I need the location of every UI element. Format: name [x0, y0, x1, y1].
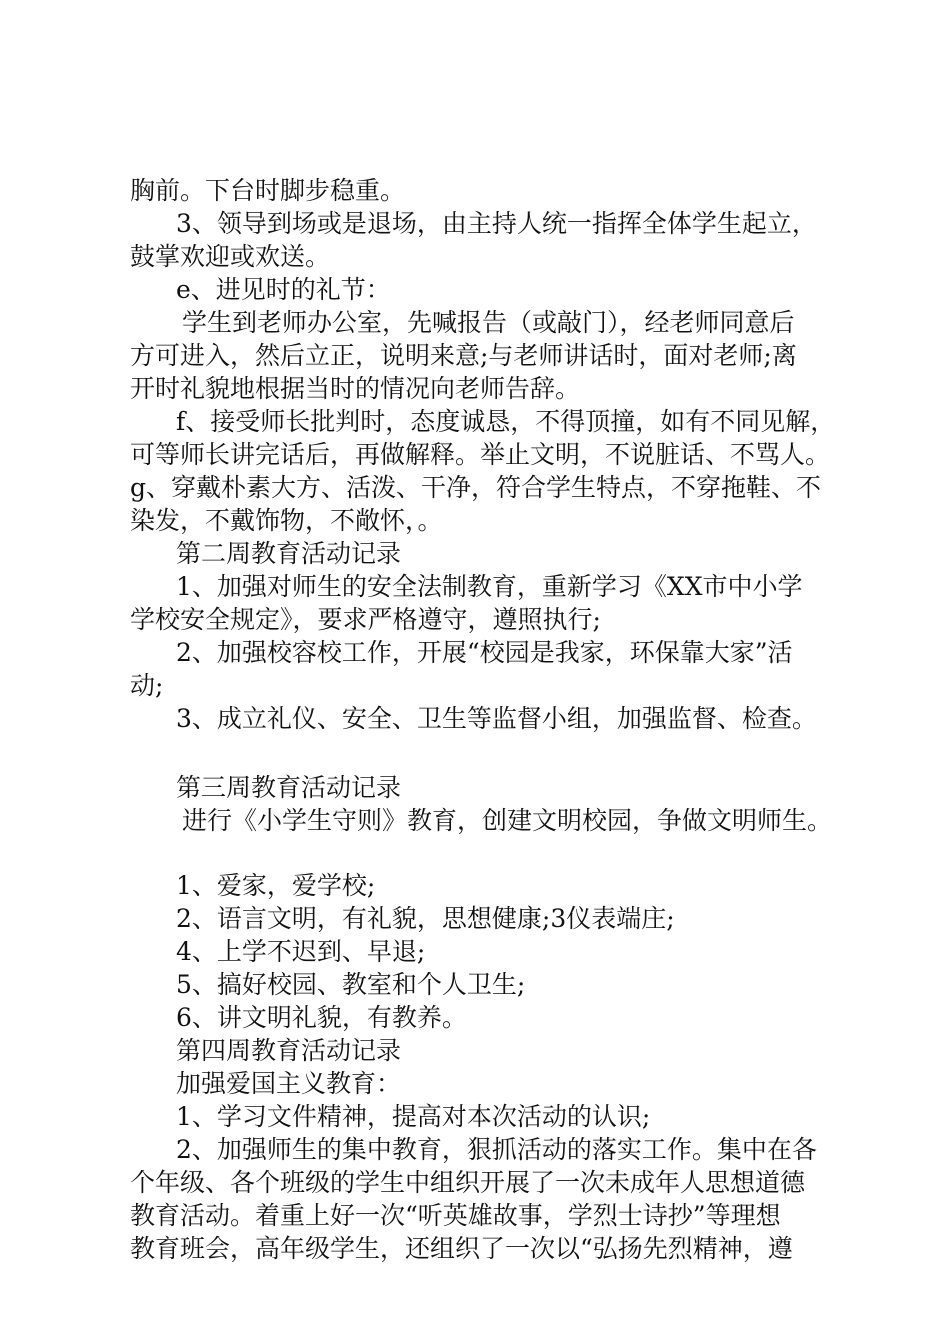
text-line: 1、加强对师生的安全法制教育，重新学习《XX市中小学 [176, 572, 803, 601]
text-line: 进行《小学生守则》教育，创建文明校园，争做文明师生。 [182, 806, 833, 835]
text-line: e、进见时的礼节： [176, 275, 391, 304]
text-line: 学校安全规定》，要求严格遵守，遵照执行; [130, 605, 601, 634]
text-line: 教育班会，高年级学生，还组织了一次以“弘扬先烈精神，遵 [130, 1234, 793, 1263]
text-line: 学生到老师办公室，先喊报告（或敲门），经老师同意后 [182, 308, 795, 337]
text-line: 开时礼貌地根据当时的情况向老师告辞。 [130, 374, 581, 403]
text-line: 1、爱家，爱学校; [176, 871, 376, 900]
text-line: 3、领导到场或是退场，由主持人统一指挥全体学生起立， [176, 209, 817, 238]
text-line: f、接受师长批判时，态度诚恳，不得顶撞，如有不同见解， [176, 407, 836, 436]
text-line: 2、加强师生的集中教育，狠抓活动的落实工作。集中在各 [176, 1135, 817, 1164]
text-line: 动; [130, 671, 164, 700]
section-heading: 第二周教育活动记录 [176, 539, 402, 568]
text-line: 染发，不戴饰物，不敞怀，。 [130, 506, 443, 535]
text-line: 3、成立礼仪、安全、卫生等监督小组，加强监督、检查。 [176, 704, 817, 733]
text-line: 方可进入，然后立正，说明来意;与老师讲话时，面对老师;离 [130, 341, 797, 370]
text-line: 1、学习文件精神，提高对本次活动的认识; [176, 1102, 651, 1131]
text-line: 2、加强校容校工作，开展“校园是我家，环保靠大家”活 [176, 638, 793, 667]
text-line: 4、上学不迟到、早退; [176, 937, 426, 966]
text-line: 可等师长讲完话后，再做解释。举止文明，不说脏话、不骂人。 [130, 440, 831, 469]
text-line: g、穿戴朴素大方、活泼、干净，符合学生特点，不穿拖鞋、不 [130, 473, 822, 502]
text-line: 鼓掌欢迎或欢送。 [130, 242, 331, 271]
text-line: 教育活动。着重上好一次“听英雄故事，学烈士诗抄”等理想 [130, 1201, 781, 1230]
text-line: 胸前。下台时脚步稳重。 [130, 176, 406, 205]
text-line: 2、语言文明，有礼貌，思想健康;3仪表端庄; [176, 904, 675, 933]
section-heading: 第四周教育活动记录 [176, 1036, 402, 1065]
text-line: 5、搞好校园、教室和个人卫生; [176, 970, 526, 999]
text-line: 6、讲文明礼貌，有教养。 [176, 1003, 467, 1032]
text-line: 加强爱国主义教育： [176, 1069, 402, 1098]
text-line: 个年级、各个班级的学生中组织开展了一次未成年人思想道德 [130, 1168, 806, 1197]
section-heading: 第三周教育活动记录 [176, 773, 402, 802]
